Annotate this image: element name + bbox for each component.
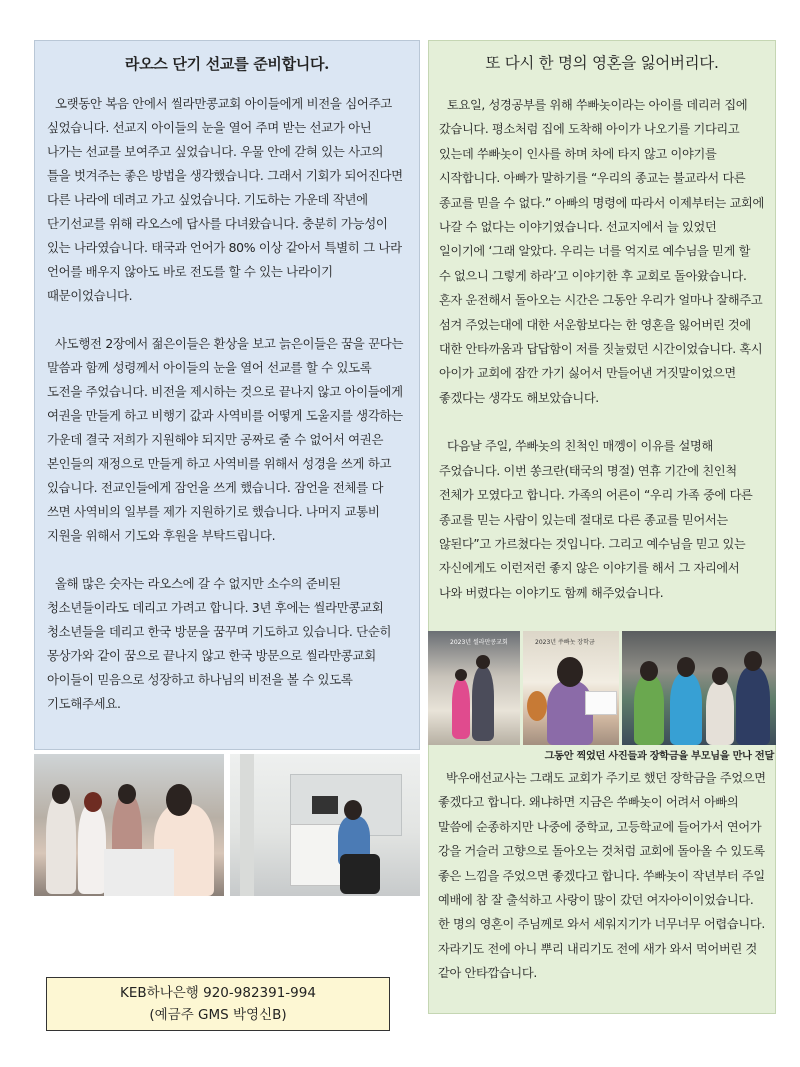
left-article — [34, 40, 420, 750]
passport-desk-photo — [230, 754, 420, 896]
bank-account-number: KEB하나은행 920-982391-994 — [120, 985, 316, 1001]
right-lower-text — [438, 766, 768, 986]
photo-caption: 그동안 찍었던 사진들과 장학금을 부모님을 만나 전달 — [544, 751, 774, 762]
bank-account-holder: (예금주 GMS 박영신B) — [149, 1007, 287, 1023]
photo-overlay-text-1: 2023년 씰라만콩교회 — [450, 639, 508, 646]
left-paragraph-1: 오랫동안 복음 안에서 씰라만콩교회 아이들에게 비전을 심어주고 싶었습니다. 선교지 아이들의 눈을 열어 주며 받는 선교가 아닌 나가는 선교를 보여주고 싶었습니다. 우물 안에 갇혀 있는 사고의 틀을 벗겨주는 좋은 방법을 생각했습니다. 그래서 기회가 되어진다면 다른 나라에 데려고 가고 싶었습니다. 기도하는 가운데 작년에 단기선교를 위해 라오스에 답사를 다녀왔습니다. 충분히 가능성이 있는 나라였습니다. 태국과 언어가 80% 이상 같아서 특별히 그 나라 언어를 배우지 않아도 바로 전도를 할 수 있는 나라이기 때문이었습니다. — [47, 96, 403, 303]
left-paragraph-3: 올해 많은 숫자는 라오스에 갈 수 없지만 소수의 준비된 청소년들이라도 데리고 가려고 합니다. 3년 후에는 씰라만콩교회 청소년들을 데리고 한국 방문을 꿈꾸며 기도하고 있습니다. 단순히 몽상가와 같이 꿈으로 끝나지 않고 한국 방문으로 씰라만콩교회 아이들이 믿음으로 성장하고 하나님의 비전을 볼 수 있도록 기도해주세요. — [47, 576, 392, 711]
right-article-title: 또 다시 한 명의 영혼을 잃어버리다. — [485, 54, 719, 72]
right-paragraph-1: 토요일, 성경공부를 위해 쑤빠놋이라는 아이를 데리러 집에 갔습니다. 평소처럼 집에 도착해 아이가 나오기를 기다리고 있는데 쑤빠놋이 인사를 하며 차에 타지 않고 이야기를 시작합니다. 아빠가 말하기를 “우리의 종교는 불교라서 다른 종교를 믿을 수 없다.” 아빠의 명령에 따라서 이제부터는 교회에 나갈 수 없다는 이야기였습니다. 선교지에서 늘 있었던 일이기에 ‘그래 알았다. 우리는 너를 억지로 예수님을 믿게 할 수 없으니 그렇게 하라’고 이야기한 후 교회로 돌아왔습니다. 혼자 운전해서 돌아오는 시간은 그동안 우리가 얼마나 잘해주고 섬겨 주었는대에 대한 서운함보다는 한 영혼을 잃어버린 것에 대한 안타까움과 답답함이 저를 짓눌렀던 시간이었습니다. 혹시 아이가 교회에 잠깐 가기 싫어서 만들어낸 거짓말이었으면 좋겠다는 생각도 해보았습니다. — [439, 98, 765, 405]
passport-office-photo — [34, 754, 224, 896]
right-paragraph-2: 다음날 주일, 쑤빠놋의 친척인 매껭이 이유를 설명해 주었습니다. 이번 쏭크란(태국의 명절) 연휴 기간에 친인척 전체가 모였다고 합니다. 가족의 어른이 “우리 가족 중에 다른 종교를 믿는 사람이 있는데 절대로 다른 종교를 믿어서는 않된다”고 가르쳤다는 것입니다. 그리고 예수님을 믿고 있는 자신에게도 이런저런 좋지 않은 이야기를 해서 그 자리에서 나와 버렸다는 이야기도 함께 해주었습니다. — [439, 439, 753, 600]
left-paragraph-2: 사도행전 2장에서 젊은이들은 환상을 보고 늙은이들은 꿈을 꾼다는 말씀과 함께 성령께서 아이들의 눈을 열어 선교를 할 수 있도록 도전을 주었습니다. 비전을 제시하는 것으로 끝나지 않고 아이들에게 여권을 만들게 하고 비행기 값과 사역비를 어떻게 도울지를 생각하는 가운데 결국 저희가 지원해야 되지만 공짜로 줄 수 없어서 여권은 본인들의 재정으로 만들게 하고 사역비를 위해서 성경을 쓰게 하고 있습니다. 전교인들에게 잠언을 쓰게 했습니다. 잠언을 전체를 다 쓰면 사역비의 일부를 제가 지원하기로 했습니다. 나머지 교통비 지원을 위해서 기도와 후원을 부탁드립니다. — [47, 336, 404, 543]
church-photo-1 — [428, 631, 520, 745]
right-paragraph-3: 박우애선교사는 그래도 교회가 주기로 했던 장학금을 주었으면 좋겠다고 합니다. 왜냐하면 지금은 쑤빠놋이 어려서 아빠의 말씀에 순종하지만 나중에 중학교, 고등학교에 들어가서 연어가 강을 거슬러 고향으로 돌아오는 것처럼 교회에 돌아올 수 있도록 좋은 느낌을 주었으면 좋겠다고 합니다. 쑤빠놋이 작년부터 주일 예배에 참 잘 출석하고 사랑이 많이 갔던 여자아이이었습니다. 한 명의 영혼이 주님께로 와서 세워지기가 너무너무 어렵습니다. 자라기도 전에 아니 뿌리 내리기도 전에 새가 와서 먹어버린 것 같아 안타깝습니다. — [438, 771, 766, 981]
photo-overlay-text-2: 2023년 쑤빠놋 장학금 — [535, 639, 595, 646]
scholarship-photo — [523, 631, 619, 745]
family-photo — [622, 631, 776, 745]
left-article-title: 라오스 단기 선교를 준비합니다. — [124, 55, 330, 73]
bank-account-box — [46, 977, 390, 1031]
